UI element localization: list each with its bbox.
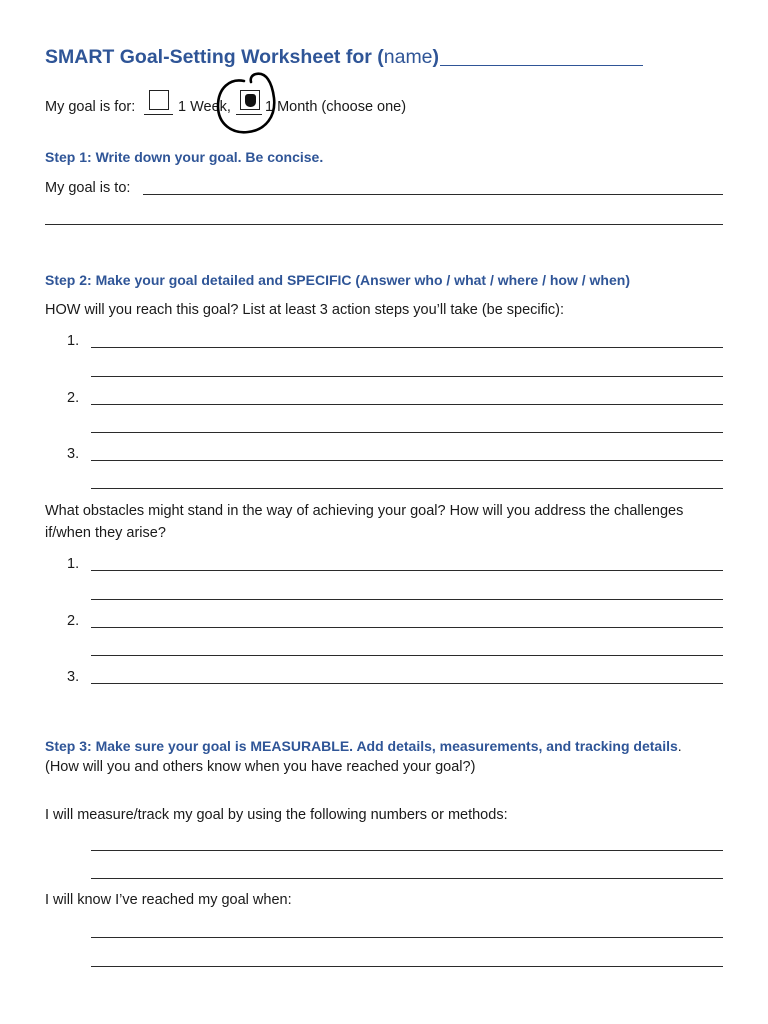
- step1-prompt: My goal is to:: [45, 180, 131, 196]
- how-step-3-line-b[interactable]: [91, 488, 723, 489]
- how-step-1-line-a[interactable]: [91, 347, 723, 348]
- week-checkbox[interactable]: [149, 90, 169, 110]
- how-item-number: 3.: [67, 446, 80, 462]
- obstacle-item-number: 1.: [67, 556, 80, 572]
- obstacle-1-line-a[interactable]: [91, 570, 723, 571]
- how-step-1-line-b[interactable]: [91, 376, 723, 377]
- reached-line-2[interactable]: [91, 966, 723, 967]
- reached-prompt: I will know I’ve reached my goal when:: [45, 892, 292, 908]
- title-text: SMART Goal-Setting Worksheet for: [45, 46, 378, 68]
- how-item-number: 2.: [67, 390, 80, 406]
- obstacle-item-number: 2.: [67, 613, 80, 629]
- name-field[interactable]: [440, 47, 643, 66]
- duration-label: My goal is for:: [45, 99, 136, 115]
- measure-line-2[interactable]: [91, 878, 723, 879]
- worksheet-title: SMART Goal-Setting Worksheet for (name): [45, 46, 643, 69]
- obstacle-1-line-b[interactable]: [91, 599, 723, 600]
- how-step-3-line-a[interactable]: [91, 460, 723, 461]
- step3-heading: Step 3: Make sure your goal is MEASURABLE. Add details, measurements, and tracking details.: [45, 738, 682, 754]
- obstacle-3-line-a[interactable]: [91, 683, 723, 684]
- obstacles-prompt-line1: What obstacles might stand in the way of achieving your goal? How will you address the challenges: [45, 503, 684, 519]
- week-option-label: 1 Week,: [178, 99, 231, 115]
- hand-drawn-circle-icon: [208, 66, 284, 138]
- how-prompt: HOW will you reach this goal? List at least 3 action steps you’ll take (be specific):: [45, 302, 565, 318]
- measure-prompt: I will measure/track my goal by using the following numbers or methods:: [45, 807, 508, 823]
- obstacles-prompt-line2: if/when they arise?: [45, 525, 166, 541]
- obstacle-2-line-a[interactable]: [91, 627, 723, 628]
- obstacle-2-line-b[interactable]: [91, 655, 723, 656]
- step1-heading: Step 1: Write down your goal. Be concise.: [45, 149, 324, 165]
- week-underline: [144, 114, 173, 115]
- step2-heading: Step 2: Make your goal detailed and SPECIFIC (Answer who / what / where / how / when): [45, 272, 630, 288]
- reached-line-1[interactable]: [91, 937, 723, 938]
- how-step-2-line-a[interactable]: [91, 404, 723, 405]
- title-name-word: name: [383, 46, 433, 68]
- how-item-number: 1.: [67, 333, 80, 349]
- goal-line-1[interactable]: [143, 194, 723, 195]
- measure-line-1[interactable]: [91, 850, 723, 851]
- how-step-2-line-b[interactable]: [91, 432, 723, 433]
- month-option-label: 1 Month (choose one): [265, 99, 407, 115]
- goal-line-2[interactable]: [45, 224, 723, 225]
- step3-subtext: (How will you and others know when you have reached your goal?): [45, 759, 476, 775]
- obstacle-item-number: 3.: [67, 669, 80, 685]
